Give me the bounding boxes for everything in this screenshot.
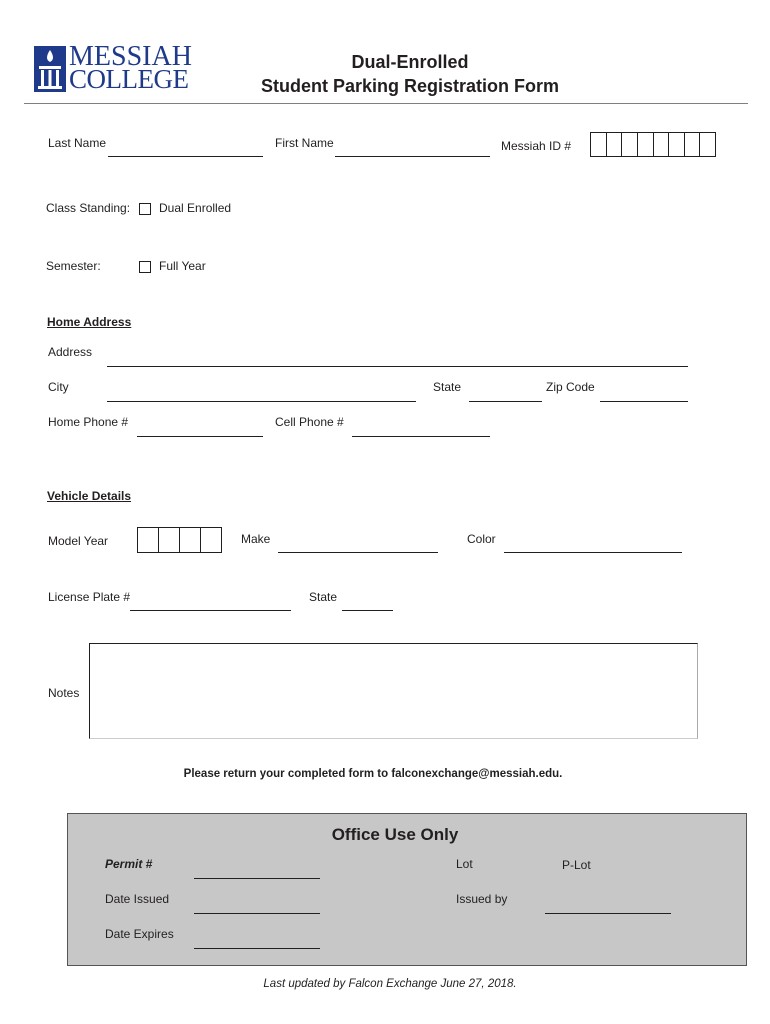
full-year-label: Full Year (159, 259, 206, 273)
class-standing-label: Class Standing: (46, 201, 131, 215)
home-phone-field[interactable] (137, 436, 263, 437)
plate-state-label: State (309, 590, 338, 604)
semester-label: Semester: (46, 259, 101, 273)
footer-note: Last updated by Falcon Exchange June 27, 2018. (263, 978, 517, 990)
permit-field[interactable] (194, 878, 320, 879)
cell-phone-label: Cell Phone # (275, 415, 344, 429)
home-phone-label: Home Phone # (48, 415, 129, 429)
last-name-label: Last Name (48, 136, 107, 150)
model-year-label: Model Year (48, 534, 109, 548)
state-field[interactable] (469, 401, 542, 402)
full-year-checkbox[interactable] (139, 261, 151, 273)
zip-code-label: Zip Code (546, 380, 595, 394)
state-label: State (433, 380, 462, 394)
city-label: City (48, 380, 69, 394)
issued-by-label: Issued by (456, 892, 508, 906)
logo-line-2: COLLEGE (69, 64, 189, 94)
license-plate-field[interactable] (130, 610, 291, 611)
header-divider (24, 103, 748, 104)
city-field[interactable] (107, 401, 416, 402)
logo-line-1: MESSIAH (69, 41, 192, 72)
make-field[interactable] (278, 552, 438, 553)
address-label: Address (48, 345, 93, 359)
date-expires-field[interactable] (194, 948, 320, 949)
plate-state-field[interactable] (342, 610, 393, 611)
vehicle-details-heading: Vehicle Details (47, 489, 132, 503)
first-name-label: First Name (275, 136, 334, 150)
dual-enrolled-label: Dual Enrolled (159, 201, 232, 215)
license-plate-label: License Plate # (48, 590, 131, 604)
dual-enrolled-checkbox[interactable] (139, 203, 151, 215)
issued-by-field[interactable] (545, 913, 671, 914)
color-field[interactable] (504, 552, 682, 553)
building-icon (34, 46, 66, 92)
form-title-line-1: Dual-Enrolled (351, 52, 469, 72)
home-address-heading: Home Address (47, 315, 132, 329)
last-name-field[interactable] (108, 156, 263, 157)
first-name-field[interactable] (335, 156, 490, 157)
color-label: Color (467, 532, 496, 546)
date-expires-label: Date Expires (105, 927, 174, 941)
messiah-id-label: Messiah ID # (501, 139, 572, 153)
lot-label: Lot (456, 857, 473, 871)
address-field[interactable] (107, 366, 688, 367)
messiah-id-field[interactable] (590, 132, 716, 157)
notes-field[interactable] (89, 643, 698, 739)
office-use-title: Office Use Only (331, 825, 459, 844)
cell-phone-field[interactable] (352, 436, 490, 437)
zip-code-field[interactable] (600, 401, 688, 402)
make-label: Make (241, 532, 271, 546)
form-title-line-2: Student Parking Registration Form (260, 76, 560, 96)
notes-label: Notes (48, 686, 80, 700)
model-year-field[interactable] (137, 527, 222, 553)
p-lot-label: P-Lot (562, 858, 591, 872)
permit-label: Permit # (105, 857, 153, 871)
date-issued-label: Date Issued (105, 892, 170, 906)
return-instruction: Please return your completed form to falconexchange@messiah.edu. (183, 768, 563, 780)
date-issued-field[interactable] (194, 913, 320, 914)
